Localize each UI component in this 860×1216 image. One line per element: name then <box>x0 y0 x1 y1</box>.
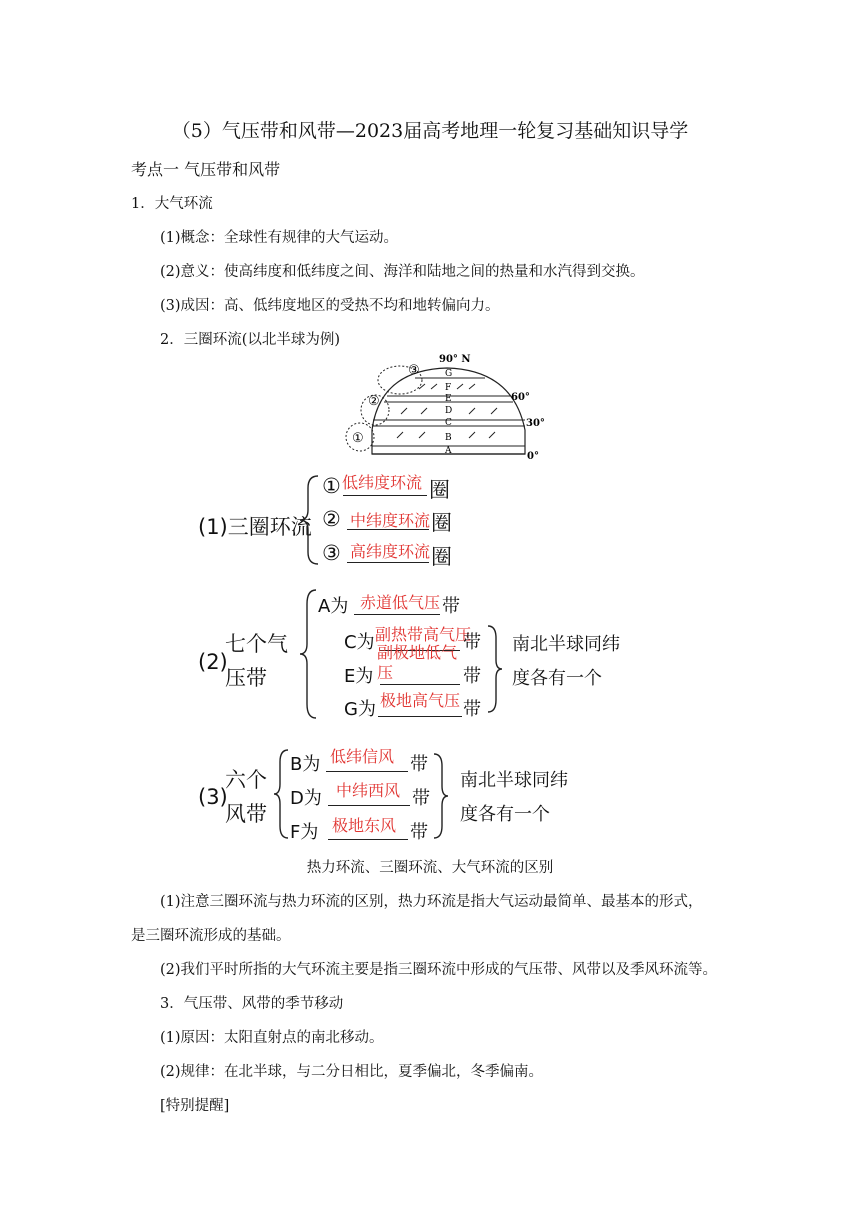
three-cell-circulation-diagram <box>335 350 550 462</box>
blank-line <box>347 529 429 530</box>
pressure-answer-c: 副热带高气压 <box>375 625 472 644</box>
pressure-suffix-e: 带 <box>463 666 481 687</box>
three-cells-brace <box>298 474 320 566</box>
zone-letter-d: D <box>445 406 453 416</box>
distinction-p1-line2: 是三圈环流形成的基础。 <box>131 928 291 944</box>
cell-number-3: ③ <box>408 363 420 378</box>
wind-answer-f: 极地东风 <box>332 816 397 835</box>
blank-line <box>378 716 462 717</box>
pressure-label-line2: 压带 <box>225 666 267 690</box>
item3-reminder: [特别提醒] <box>160 1098 230 1114</box>
zone-letter-a: A <box>445 446 452 456</box>
blank-line <box>354 614 440 615</box>
wind-label-line1: 六个 <box>225 768 267 792</box>
pressure-suffix-g: 带 <box>463 699 481 720</box>
blank-line <box>343 495 427 496</box>
zone-letter-b: B <box>445 433 452 443</box>
lat-label-30: 30° <box>526 418 545 429</box>
wind-note-line1: 南北半球同纬 <box>460 770 568 791</box>
wind-prefix-b: B为 <box>290 754 321 775</box>
wind-label-num: (3) <box>198 785 228 809</box>
wind-prefix-f: F为 <box>290 822 319 843</box>
three-cells-num-2: ② <box>322 507 341 531</box>
cell-number-1: ① <box>352 431 364 446</box>
pressure-prefix-a: A为 <box>318 596 349 617</box>
item1-meaning: (2)意义：使高纬度和低纬度之间、海洋和陆地之间的热量和水汽得到交换。 <box>160 264 645 280</box>
wind-answer-d: 中纬西风 <box>336 781 401 800</box>
item1-cause: (3)成因：高、低纬度地区的受热不均和地转偏向力。 <box>160 298 500 314</box>
three-cells-label: (1)三圈环流 <box>198 515 312 539</box>
three-cells-num-3: ③ <box>322 541 341 565</box>
zone-letter-f: F <box>445 383 452 393</box>
blank-line <box>326 771 408 772</box>
pressure-prefix-c: C为 <box>344 632 375 653</box>
pressure-note-line2: 度各有一个 <box>512 668 602 689</box>
wind-suffix-d: 带 <box>412 788 430 809</box>
pressure-answer-e: 副极地低气压 <box>377 643 458 682</box>
three-cells-num-1: ① <box>322 474 341 498</box>
item3-cause: (1)原因：太阳直射点的南北移动。 <box>160 1030 384 1046</box>
zone-letter-g: G <box>445 369 453 379</box>
pressure-suffix-c: 带 <box>463 632 481 653</box>
pressure-label-num: (2) <box>198 650 228 674</box>
distinction-p1-line1: (1)注意三圈环流与热力环流的区别，热力环流是指大气运动最简单、最基本的形式， <box>160 894 703 910</box>
lat-label-0: 0° <box>527 451 539 462</box>
item2-heading: 2．三圈环流(以北半球为例) <box>160 332 341 348</box>
item3-heading: 3．气压带、风带的季节移动 <box>160 996 344 1012</box>
wind-prefix-d: D为 <box>290 788 322 809</box>
three-cells-suffix-1: 圈 <box>429 478 450 502</box>
three-cells-answer-2: 中纬度环流 <box>350 511 431 530</box>
wind-suffix-b: 带 <box>410 754 428 775</box>
item3-rule: (2)规律：在北半球，与二分日相比，夏季偏北，冬季偏南。 <box>160 1064 544 1080</box>
section-heading: 考点一 气压带和风带 <box>131 160 281 179</box>
three-cells-answer-1: 低纬度环流 <box>342 473 423 492</box>
lat-label-60: 60° <box>511 392 530 403</box>
distinction-p2: (2)我们平时所指的大气环流主要是指三圈环流中形成的气压带、风带以及季风环流等。 <box>160 962 718 978</box>
pressure-suffix-a: 带 <box>442 596 460 617</box>
blank-line <box>380 684 460 685</box>
three-cells-suffix-3: 圈 <box>431 545 452 569</box>
item1-concept: (1)概念：全球性有规律的大气运动。 <box>160 230 399 246</box>
zone-letter-e: E <box>445 394 452 404</box>
page-title: （5）气压带和风带—2023届高考地理一轮复习基础知识导学 <box>171 120 689 142</box>
wind-right-brace <box>432 752 450 840</box>
wind-answer-b: 低纬信风 <box>330 747 395 766</box>
wind-note-line2: 度各有一个 <box>460 804 550 825</box>
pressure-note-line1: 南北半球同纬 <box>512 634 620 655</box>
wind-label-line2: 风带 <box>225 802 267 826</box>
distinction-heading: 热力环流、三圈环流、大气环流的区别 <box>306 860 554 876</box>
lat-label-90: 90° N <box>439 354 471 365</box>
pressure-prefix-g: G为 <box>344 699 376 720</box>
zone-letter-c: C <box>445 418 452 428</box>
blank-line <box>328 839 408 840</box>
pressure-answer-g: 极地高气压 <box>380 691 461 710</box>
item1-heading: 1．大气环流 <box>131 196 213 212</box>
wind-brace <box>272 748 290 840</box>
pressure-label-line1: 七个气 <box>225 632 288 656</box>
pressure-answer-a: 赤道低气压 <box>360 593 441 612</box>
three-cells-answer-3: 高纬度环流 <box>350 542 431 561</box>
pressure-brace <box>298 588 318 720</box>
blank-line <box>347 562 429 563</box>
cell-number-2: ② <box>368 394 380 409</box>
wind-suffix-f: 带 <box>410 822 428 843</box>
pressure-right-brace <box>486 624 504 714</box>
blank-line <box>328 805 410 806</box>
three-cells-suffix-2: 圈 <box>431 511 452 535</box>
pressure-prefix-e: E为 <box>344 666 374 687</box>
